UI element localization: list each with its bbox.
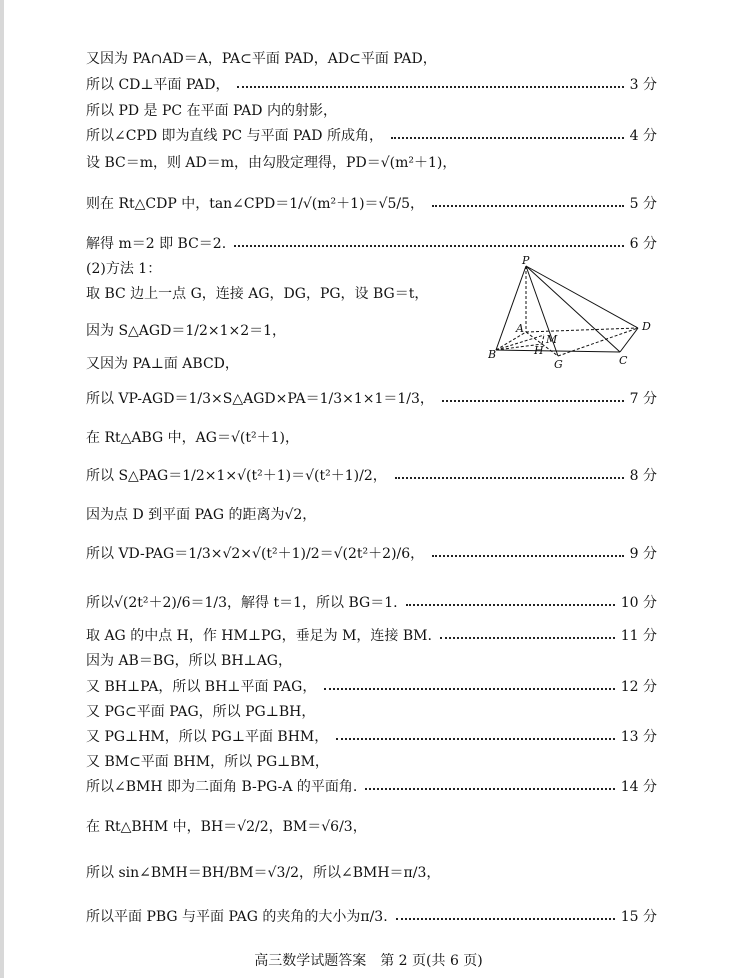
score-mark: 4 分 bbox=[629, 128, 657, 144]
vertex-label-P: P bbox=[522, 256, 530, 267]
solution-line-19 bbox=[86, 650, 657, 670]
line-text: 因为 S△AGD＝1/2×1×2＝1， bbox=[86, 323, 287, 339]
solution-line-12 bbox=[86, 388, 657, 408]
page-footer: 高三数学试题答案 第 2 页(共 6 页) bbox=[254, 953, 483, 969]
vertex-label-D: D bbox=[642, 320, 651, 333]
edge-HM bbox=[542, 335, 544, 344]
leader-dots bbox=[432, 555, 623, 557]
leader-dots bbox=[365, 788, 614, 790]
edge-AD bbox=[526, 328, 638, 332]
solution-line-14 bbox=[86, 465, 657, 485]
score-mark: 8 分 bbox=[629, 468, 657, 484]
score-mark: 3 分 bbox=[629, 77, 657, 93]
score-mark: 9 分 bbox=[629, 546, 657, 562]
vertex-label-C: C bbox=[619, 354, 628, 367]
score-mark: 12 分 bbox=[620, 679, 657, 695]
solution-line-24 bbox=[86, 776, 657, 796]
solution-line-4 bbox=[86, 125, 657, 145]
leader-dots bbox=[406, 604, 615, 606]
solution-line-6 bbox=[86, 193, 657, 213]
leader-dots bbox=[234, 245, 623, 247]
solution-line-13 bbox=[86, 427, 657, 447]
leader-dots bbox=[391, 137, 624, 139]
line-text: 所以 PD 是 PC 在平面 PAD 内的射影， bbox=[86, 103, 337, 119]
leader-dots bbox=[237, 86, 623, 88]
leader-dots bbox=[396, 918, 615, 920]
solution-line-2 bbox=[86, 74, 657, 94]
vertex-label-A: A bbox=[516, 322, 524, 335]
line-text: 所以 VP-AGD＝1/3×S△AGD×PA＝1/3×1×1＝1/3， bbox=[86, 391, 434, 407]
scan-edge bbox=[0, 0, 4, 978]
line-text: 所以 CD⊥平面 PAD， bbox=[86, 77, 230, 93]
solution-line-22 bbox=[86, 726, 657, 746]
edge-BC bbox=[496, 350, 620, 352]
score-mark: 7 分 bbox=[629, 391, 657, 407]
line-text: 取 BC 边上一点 G，连接 AG，DG，PG，设 BG＝t， bbox=[86, 286, 429, 302]
solution-line-3 bbox=[86, 100, 657, 120]
line-text: 则在 Rt△CDP 中，tan∠CPD＝1/√(m²＋1)＝√5/5， bbox=[86, 196, 424, 212]
line-text: 所以√(2t²＋2)/6＝1/3，解得 t＝1，所以 BG＝1. bbox=[86, 595, 398, 611]
leader-dots bbox=[440, 637, 615, 639]
line-text: 又因为 PA⊥面 ABCD， bbox=[86, 356, 239, 372]
score-mark: 11 分 bbox=[620, 628, 657, 644]
line-text: 所以平面 PBG 与平面 PAG 的夹角的大小为π/3. bbox=[86, 909, 388, 925]
score-mark: 10 分 bbox=[620, 595, 657, 611]
line-text: 又 BM⊂平面 BHM，所以 PG⊥BM， bbox=[86, 754, 329, 770]
vertex-label-H: H bbox=[534, 344, 544, 357]
solution-line-18 bbox=[86, 625, 657, 645]
solution-line-10 bbox=[86, 320, 466, 340]
line-text: 在 Rt△BHM 中，BH＝√2/2，BM＝√6/3， bbox=[86, 819, 367, 835]
score-mark: 5 分 bbox=[629, 196, 657, 212]
edge-PB bbox=[496, 266, 526, 350]
line-text: 所以 VD-PAG＝1/3×√2×√(t²＋1)/2＝√(2t²＋2)/6， bbox=[86, 546, 425, 562]
leader-dots bbox=[442, 400, 624, 402]
solution-line-9 bbox=[86, 283, 466, 303]
solution-line-15 bbox=[86, 504, 657, 524]
line-text: 取 AG 的中点 H，作 HM⊥PG，垂足为 M，连接 BM. bbox=[86, 628, 432, 644]
line-text: 又因为 PA∩AD＝A，PA⊂平面 PAD，AD⊂平面 PAD， bbox=[86, 51, 437, 67]
line-text: 又 BH⊥PA，所以 BH⊥平面 PAG， bbox=[86, 679, 317, 695]
leader-dots bbox=[432, 205, 624, 207]
score-mark: 13 分 bbox=[620, 729, 657, 745]
leader-dots bbox=[395, 477, 624, 479]
line-text: 解得 m＝2 即 BC＝2. bbox=[86, 236, 227, 252]
solution-line-8 bbox=[86, 258, 466, 278]
vertex-label-G: G bbox=[554, 358, 563, 371]
solution-line-11 bbox=[86, 353, 466, 373]
solution-line-26 bbox=[86, 862, 657, 882]
line-text: 所以 sin∠BMH＝BH/BM＝√3/2，所以∠BMH＝π/3， bbox=[86, 865, 441, 881]
solution-line-20 bbox=[86, 676, 657, 696]
line-text: 所以 S△PAG＝1/2×1×√(t²＋1)＝√(t²＋1)/2， bbox=[86, 468, 387, 484]
solution-line-23 bbox=[86, 751, 657, 771]
leader-dots bbox=[324, 688, 614, 690]
solution-line-7 bbox=[86, 233, 657, 253]
line-text: 因为点 D 到平面 PAG 的距离为√2， bbox=[86, 507, 317, 523]
line-text: 又 PG⊂平面 PAG，所以 PG⊥BH， bbox=[86, 704, 316, 720]
line-text: 所以∠BMH 即为二面角 B-PG-A 的平面角. bbox=[86, 779, 358, 795]
solution-line-25 bbox=[86, 816, 657, 836]
vertex-label-B: B bbox=[488, 348, 497, 361]
line-text: (2)方法 1： bbox=[86, 261, 162, 277]
line-text: 所以∠CPD 即为直线 PC 与平面 PAD 所成角， bbox=[86, 128, 383, 144]
solution-line-21 bbox=[86, 701, 657, 721]
line-text: 在 Rt△ABG 中，AG＝√(t²＋1)， bbox=[86, 430, 299, 446]
edge-PD bbox=[526, 266, 638, 328]
score-mark: 15 分 bbox=[620, 909, 657, 925]
line-text: 设 BC＝m，则 AD＝m，由勾股定理得，PD＝√(m²＋1)， bbox=[86, 155, 457, 171]
leader-dots bbox=[336, 738, 614, 740]
solution-line-1 bbox=[86, 48, 657, 68]
solution-line-27 bbox=[86, 906, 657, 926]
score-mark: 14 分 bbox=[620, 779, 657, 795]
vertex-label-M: M bbox=[546, 333, 558, 346]
pyramid-figure bbox=[488, 256, 658, 376]
solution-line-5 bbox=[86, 152, 657, 172]
score-mark: 6 分 bbox=[629, 236, 657, 252]
line-text: 又 PG⊥HM，所以 PG⊥平面 BHM， bbox=[86, 729, 329, 745]
solution-line-16 bbox=[86, 543, 657, 563]
line-text: 因为 AB＝BG，所以 BH⊥AG， bbox=[86, 653, 292, 669]
solution-line-17 bbox=[86, 592, 657, 612]
